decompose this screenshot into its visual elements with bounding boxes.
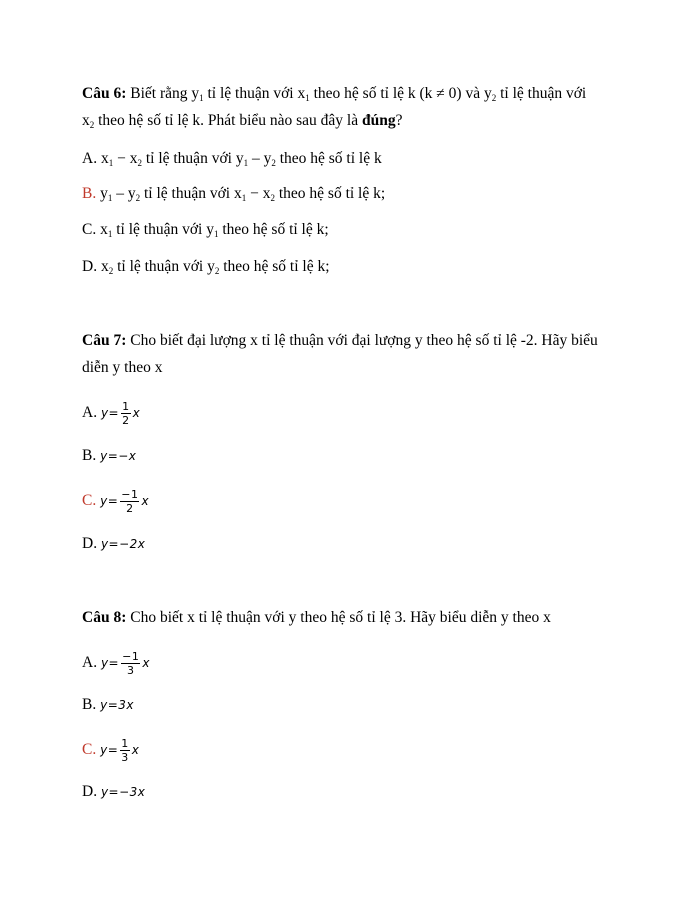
- subscript: 2: [89, 120, 95, 130]
- subscript: 1: [305, 93, 310, 103]
- option-letter: D.: [82, 535, 98, 552]
- q6-label: Câu 6:: [82, 85, 127, 102]
- fraction-numerator: −1: [122, 650, 140, 663]
- option-text: tỉ lệ thuận với y: [112, 221, 214, 238]
- q7-option-a[interactable]: [82, 400, 140, 427]
- option-letter-correct: C.: [82, 741, 97, 758]
- math-rhs: x: [131, 743, 140, 757]
- option-text: – y: [112, 185, 136, 202]
- subscript: 1: [107, 193, 113, 203]
- math-expression: [100, 400, 141, 427]
- q8-option-b[interactable]: [82, 695, 134, 715]
- option-text: − x: [113, 150, 138, 167]
- math-rhs: x: [141, 494, 150, 508]
- subscript: 2: [137, 158, 142, 168]
- math-expression: y=3x: [100, 698, 134, 712]
- fraction-denominator: 3: [126, 664, 135, 677]
- math-expression: y=−2x: [100, 537, 146, 551]
- q7-stem-line-2: [82, 358, 163, 378]
- option-text: − x: [246, 185, 271, 202]
- option-letter: A.: [82, 654, 98, 671]
- q8-option-d[interactable]: [82, 782, 145, 802]
- q6-stem-line-2: [82, 111, 403, 131]
- fraction-denominator: 2: [122, 414, 130, 427]
- fraction-numerator: 1: [121, 737, 129, 750]
- subscript: 2: [214, 266, 220, 276]
- q6-stem-text: tỉ lệ thuận với: [496, 85, 587, 102]
- q6-option-b[interactable]: [82, 184, 385, 204]
- option-letter-correct: B.: [82, 185, 97, 202]
- option-text: tỉ lệ thuận với y: [141, 150, 244, 167]
- math-expression: [100, 650, 150, 677]
- subscript: 2: [491, 93, 497, 103]
- option-letter-correct: C.: [82, 492, 97, 509]
- q8-label: Câu 8:: [82, 609, 127, 626]
- option-letter: C.: [82, 221, 97, 238]
- q8-stem-line-1: [82, 608, 551, 628]
- math-expression: y=−x: [100, 449, 137, 463]
- subscript: 2: [271, 158, 276, 168]
- math-lhs: y=: [100, 743, 119, 757]
- option-text: x: [96, 221, 108, 238]
- q6-stem-text: theo hệ số tỉ lệ k (k ≠ 0) và y: [309, 85, 492, 102]
- subscript: 1: [213, 229, 219, 239]
- q7-option-b[interactable]: [82, 446, 136, 466]
- q6-option-d[interactable]: [82, 257, 330, 277]
- q7-option-c[interactable]: [82, 488, 149, 515]
- q8-option-c[interactable]: [82, 737, 139, 764]
- option-text: – y: [248, 150, 272, 167]
- option-letter: B.: [82, 696, 97, 713]
- fraction: [120, 737, 130, 764]
- subscript: 2: [270, 193, 275, 203]
- q6-stem-text: theo hệ số tỉ lệ k. Phát biểu nào sau đây là: [94, 112, 362, 129]
- q7-stem-line-1: [82, 331, 598, 351]
- math-expression: y=−3x: [100, 785, 146, 799]
- option-letter: A.: [82, 150, 98, 167]
- math-expression: [100, 737, 140, 764]
- fraction-numerator: 1: [122, 400, 130, 413]
- option-text: tỉ lệ thuận với y: [113, 258, 215, 275]
- math-lhs: y=: [100, 406, 120, 420]
- subscript: 2: [108, 266, 114, 276]
- q6-stem-text: Biết rằng y: [126, 85, 200, 102]
- q6-option-a[interactable]: [82, 149, 382, 169]
- option-text: tỉ lệ thuận với x: [140, 185, 242, 202]
- subscript: 2: [135, 193, 141, 203]
- q7-stem-text: diễn y theo x: [82, 359, 163, 376]
- q6-stem-line-1: [82, 84, 586, 104]
- q6-emphasis: đúng: [362, 112, 396, 129]
- option-letter: B.: [82, 447, 97, 464]
- option-text: x: [97, 258, 109, 275]
- fraction-numerator: −1: [121, 488, 139, 501]
- subscript: 1: [107, 229, 113, 239]
- q7-label: Câu 7:: [82, 332, 127, 349]
- math-lhs: y=: [100, 494, 119, 508]
- option-text: theo hệ số tỉ lệ k: [275, 150, 382, 167]
- subscript: 1: [108, 158, 114, 168]
- math-expression: [100, 488, 150, 515]
- fraction: [121, 650, 140, 677]
- q6-stem-text: x: [82, 112, 90, 129]
- option-letter: A.: [82, 404, 98, 421]
- fraction: [120, 488, 139, 515]
- fraction: [121, 400, 131, 427]
- fraction-denominator: 3: [121, 751, 129, 764]
- subscript: 1: [199, 93, 204, 103]
- q7-stem-text: Cho biết đại lượng x tỉ lệ thuận với đại lượng y theo hệ số tỉ lệ -2. Hãy biểu: [126, 332, 598, 349]
- option-letter: D.: [82, 258, 98, 275]
- subscript: 1: [243, 158, 249, 168]
- q8-stem-text: Cho biết x tỉ lệ thuận với y theo hệ số tỉ lệ 3. Hãy biểu diễn y theo x: [126, 609, 551, 626]
- option-text: theo hệ số tỉ lệ k;: [218, 221, 329, 238]
- fraction-denominator: 2: [126, 502, 134, 515]
- math-lhs: y=: [100, 656, 120, 670]
- option-text: theo hệ số tỉ lệ k;: [274, 185, 386, 202]
- q6-stem-text: tỉ lệ thuận với x: [203, 85, 306, 102]
- math-rhs: x: [142, 656, 150, 670]
- option-text: x: [97, 150, 109, 167]
- math-rhs: x: [132, 406, 141, 420]
- q7-option-d[interactable]: [82, 534, 145, 554]
- q8-option-a[interactable]: [82, 650, 150, 677]
- q6-stem-text: ?: [395, 112, 403, 129]
- q6-option-c[interactable]: [82, 220, 329, 240]
- option-text: theo hệ số tỉ lệ k;: [219, 258, 330, 275]
- subscript: 1: [241, 193, 247, 203]
- option-text: y: [96, 185, 108, 202]
- option-letter: D.: [82, 783, 98, 800]
